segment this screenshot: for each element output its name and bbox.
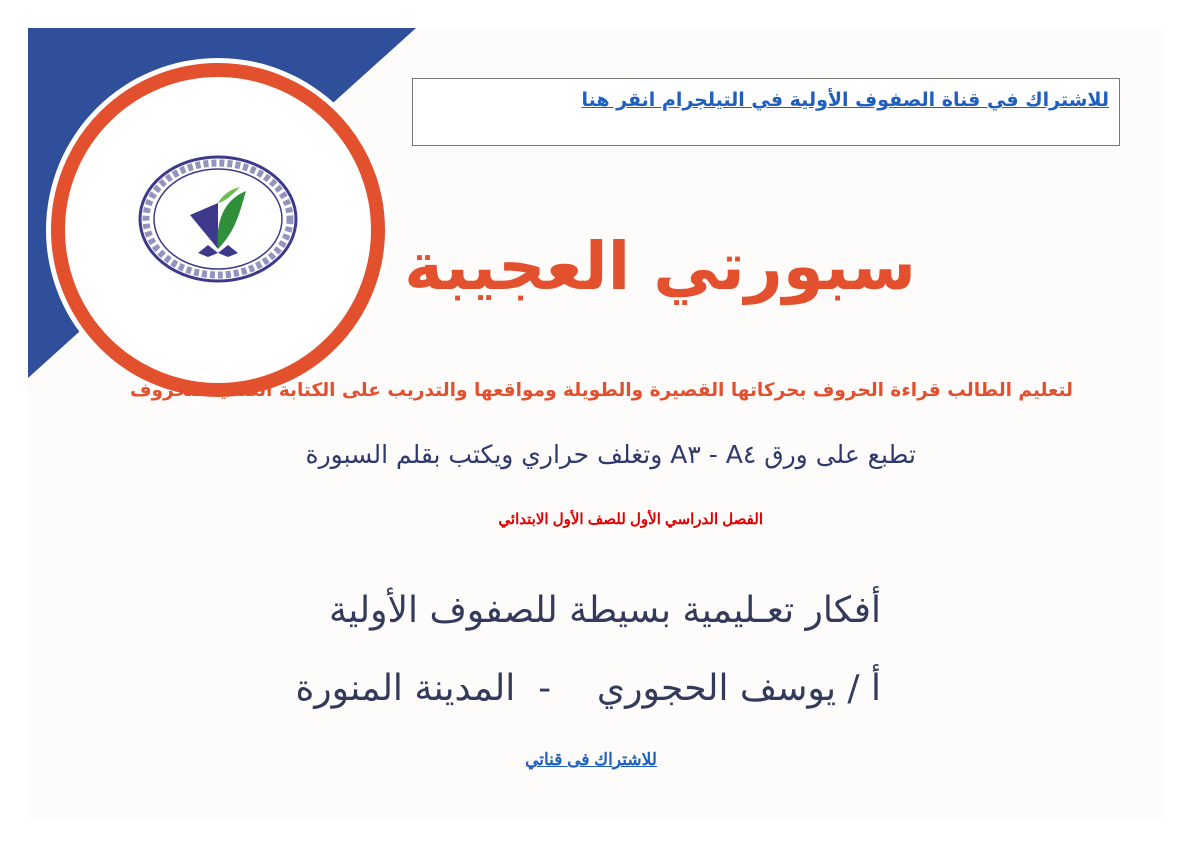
main-title: سبورتي العجيبة <box>404 228 916 305</box>
telegram-link-box <box>412 78 1120 146</box>
channel-subscribe-link[interactable]: للاشتراك فى قناتي <box>525 750 657 769</box>
channel-seal-emblem-icon <box>136 153 300 285</box>
ideas-heading: أفكار تعـليمية بسيطة للصفوف الأولية <box>328 590 881 631</box>
semester-line: الفصل الدراسي الأول للصف الأول الابتدائي <box>498 511 763 528</box>
subtitle: لتعليم الطالب قراءة الحروف بحركاتها القصيرة والطويلة ومواقعها والتدريب على الكتابة الصحية للحروف <box>129 380 1073 401</box>
print-instructions: تطبع على ورق A٤ - A٣ وتغلف حراري ويكتب بقلم السبورة <box>305 440 916 469</box>
author-line: أ / يوسف الحجوري - المدينة المنورة <box>295 668 881 709</box>
cover-sheet <box>28 28 1163 818</box>
telegram-subscribe-link[interactable]: للاشتراك في قناة الصفوف الأولية في التيلجرام انقر هنا <box>581 89 1109 111</box>
